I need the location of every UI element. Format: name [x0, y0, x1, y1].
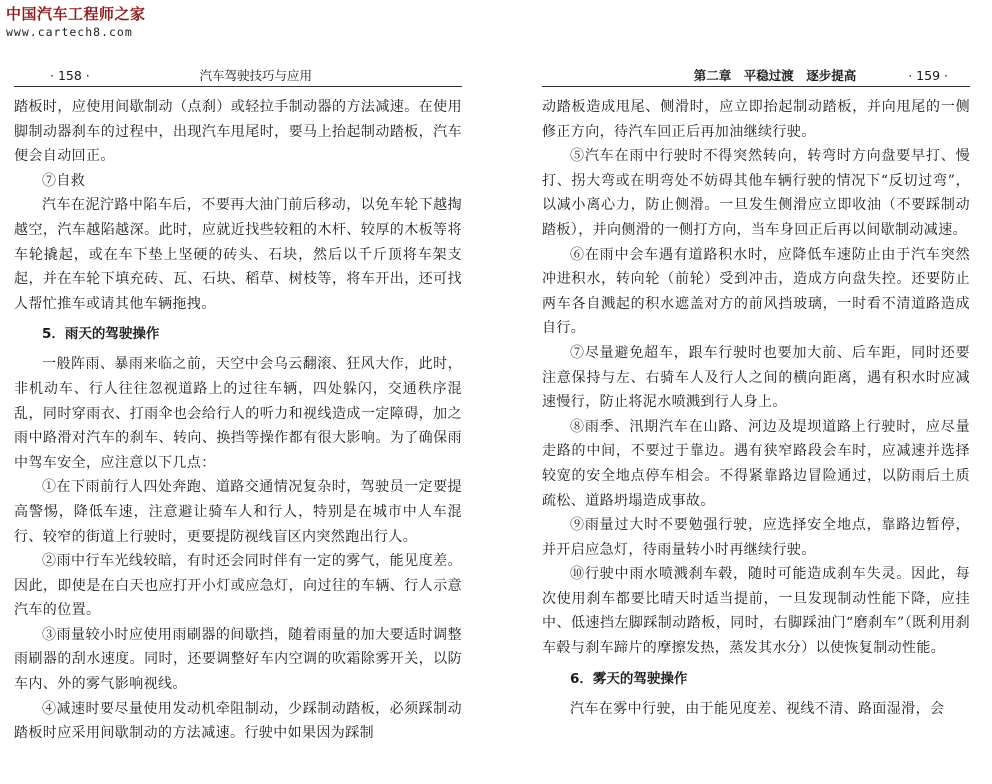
subheading-self-rescue: ⑦自救: [42, 172, 86, 189]
left-page-body: [14, 95, 462, 746]
list-item: ②雨中行车光线较暗，有时还会同时伴有一定的雾气，能见度差。因此，即使是在白天也应打开小灯或应急灯，向过往的车辆、行人示意汽车的位置。: [14, 553, 462, 619]
left-page-header: [14, 64, 462, 87]
section-heading-fog: 6．雾天的驾驶操作: [570, 670, 688, 687]
list-item: ⑧雨季、汛期汽车在山路、河边及堤坝道路上行驶时，应尽量走路的中间，不要过于靠边。遇有狭窄路段会车时，应减速并选择较宽的安全地点停车相会。不得紧靠路边冒险通过，以防雨后土质疏松、道路坍塌造成事故。: [542, 418, 970, 509]
paragraph: 一般阵雨、暴雨来临之前，天空中会乌云翻滚、狂风大作，此时，非机动车、行人往往忽视道路上的过往车辆，四处躲闪，交通秩序混乱，同时穿雨衣、打雨伞也会给行人的听力和视线造成一定障碍，加之雨中路滑对汽车的刹车、转向、换挡等操作都有很大影响。为了确保雨中驾车安全，应注意以下几点：: [14, 356, 462, 471]
list-item: ⑨雨量过大时不要勉强行驶，应选择安全地点，靠路边暂停，并开启应急灯，待雨量转小时再继续行驶。: [542, 517, 970, 558]
list-item: ⑩行驶中雨水喷溅刹车毂，随时可能造成刹车失灵。因此，每次使用刹车都要比晴天时适当提前，一旦发现制动性能下降，应挂中、低速挡左脚踩制动踏板，同时，右脚踩油门“磨刹车”（既利用刹车毂与刹车蹄片的摩擦发热，蒸发其水分）以使恢复制动性能。: [542, 566, 970, 657]
list-item: ⑤汽车在雨中行驶时不得突然转向，转弯时方向盘要早打、慢打、拐大弯或在明弯处不妨碍其他车辆行驶的情况下“反切过弯”，以减小离心力，防止侧滑。一旦发生侧滑应立即收油（不要踩制动踏板），并向侧滑的一侧打方向，当车身回正后再以间歇制动减速。: [542, 148, 970, 238]
paragraph: 汽车在泥泞路中陷车后，不要再大油门前后移动，以免车轮下越掏越空，汽车越陷越深。此时，应就近找些较粗的木杆、较厚的木板等将车轮撬起，或在车下垫上坚硬的砖头、石块，然后以千斤顶将车架支起，并在车轮下填充砖、瓦、石块、稻草、树枝等，将车开出，还可找人帮忙推车或请其他车辆拖拽。: [14, 197, 462, 312]
right-page-number: · 159 ·: [908, 67, 948, 83]
paragraph: 动踏板造成甩尾、侧滑时，应立即抬起制动踏板，并向甩尾的一侧修正方向，待汽车回正后再加油继续行驶。: [542, 99, 970, 140]
left-page-number: · 158 ·: [50, 67, 90, 83]
list-item: ①在下雨前行人四处奔跑、道路交通情况复杂时，驾驶员一定要提高警惕，降低车速，注意避让骑车人和行人，特别是在城市中人车混行、较窄的街道上行驶时，更要提防视线盲区内突然跑出行人。: [14, 479, 462, 545]
watermark-site-url: www.cartech8.com: [6, 25, 133, 39]
section-heading-rain: 5．雨天的驾驶操作: [42, 326, 160, 343]
paragraph: 踏板时，应使用间歇制动（点刹）或轻拉手制动器的方法减速。在使用脚制动器刹车的过程中，出现汽车甩尾时，要马上抬起制动踏板，汽车便会自动回正。: [14, 99, 462, 165]
list-item: ⑥在雨中会车遇有道路积水时，应降低车速防止由于汽车突然冲进积水，转向轮（前轮）受到冲击，造成方向盘失控。还要防止两车各自溅起的积水遮盖对方的前风挡玻璃，一时看不清道路造成自行。: [542, 246, 970, 337]
right-running-title: 第二章 平稳过渡 逐步提高: [693, 68, 857, 83]
list-item: ④减速时要尽量使用发动机牵阻制动，少踩制动踏板，必须踩制动踏板时应采用间歇制动的方法减速。行驶中如果因为踩制: [14, 700, 462, 742]
list-item: ⑦尽量避免超车，跟车行驶时也要加大前、后车距，同时还要注意保持与左、右骑车人及行人之间的横向距离，遇有积水时应减速慢行，防止将泥水喷溅到行人身上。: [542, 344, 970, 411]
watermark-site-name: 中国汽车工程师之家: [6, 5, 146, 23]
left-page: [14, 0, 462, 784]
right-page-body: [542, 95, 970, 721]
left-running-title: 汽车驾驶技巧与应用: [199, 68, 312, 83]
list-item: ③雨量较小时应使用雨刷器的间歇挡，随着雨量的加大要适时调整雨刷器的刮水速度。同时，还要调整好车内空调的吹霜除雾开关，以防车内、外的雾气影响视线。: [14, 626, 462, 693]
right-page-header: [542, 64, 970, 87]
right-page: [542, 0, 970, 784]
paragraph: 汽车在雾中行驶，由于能见度差、视线不清、路面湿滑，会: [570, 700, 945, 717]
